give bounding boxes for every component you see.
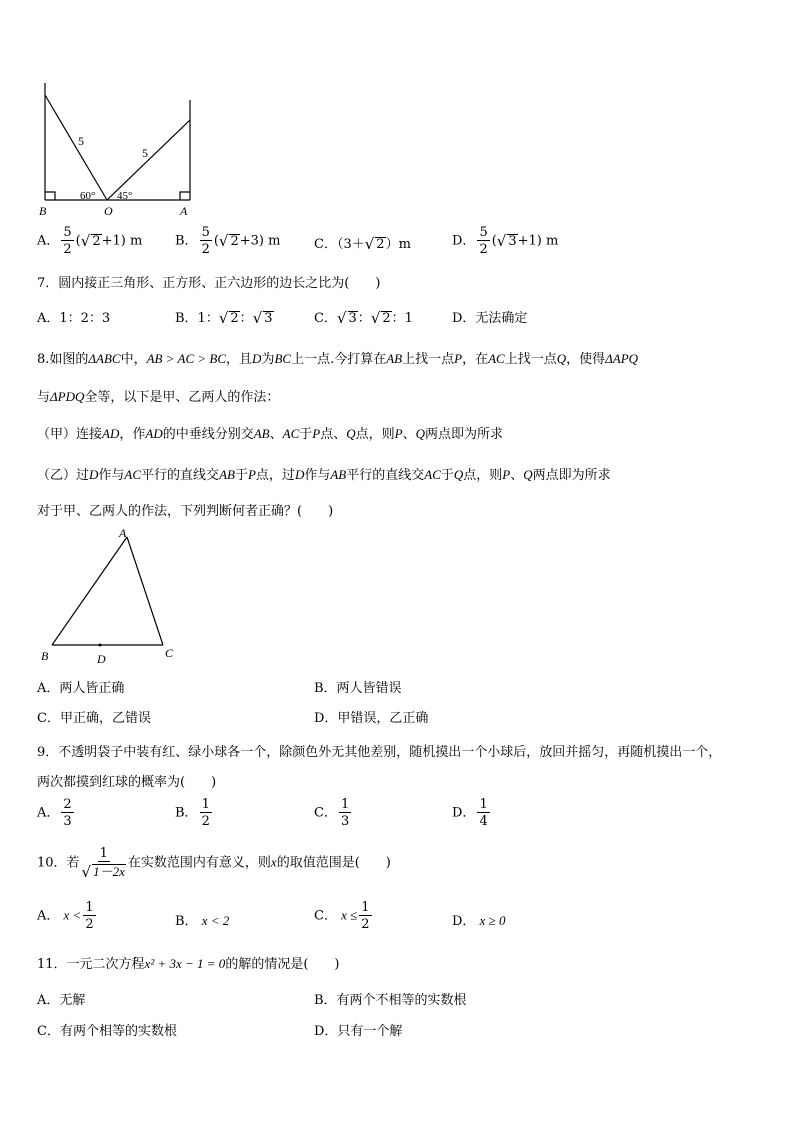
q7-option-b: B．1：√ 2：√ 3 <box>175 309 273 327</box>
q8-option-c: C．甲正确，乙错误 <box>37 711 151 726</box>
tri-label-a: A <box>119 526 127 540</box>
q9-line-2: 两次都摸到红球的概率为( ) <box>37 775 217 790</box>
angle-45-label: 45° <box>117 190 133 202</box>
q7-option-a: A．1：2：3 <box>37 311 111 326</box>
q6-option-c: C．（3＋√ 2）m <box>314 235 411 253</box>
q11-stem: 11．一元二次方程x² + 3x − 1 = 0的解的情况是( ) <box>37 956 340 972</box>
q8-line-3: （甲）连接AD，作AD的中垂线分别交AB、AC于P点、Q点，则P、Q两点即为所求 <box>37 426 504 442</box>
ladder-figure <box>30 75 205 225</box>
q10-option-c: C． x ≤ $\frac{1}{2}$ <box>314 900 370 932</box>
q10-option-b: B． x < 2 <box>175 913 230 929</box>
tri-label-d: D <box>97 652 106 665</box>
q10-option-d: D． x ≥ 0 <box>452 913 506 929</box>
q9-option-c: C． $\frac{1}{3}$ <box>314 797 350 829</box>
q6-option-d: D． $\frac{5}{2}$ (√ 3+1) m <box>452 225 559 257</box>
q11-option-d: D．只有一个解 <box>314 1024 403 1039</box>
point-o-label: O <box>104 204 113 218</box>
q8-line-5: 对于甲、乙两人的作法，下列判断何者正确？( ) <box>37 504 334 519</box>
q9-option-a: A． $\frac{2}{3}$ <box>37 797 72 829</box>
tri-label-c: C <box>165 646 174 660</box>
q6-option-b: B． $\frac{5}{2}$ (√ 2+3) m <box>175 225 281 257</box>
q6-option-a: A． $\frac{5}{2}$ (√ 2+1) m <box>37 225 143 257</box>
q10-option-a: A． x < $\frac{1}{2}$ <box>37 900 94 932</box>
label-5-right: 5 <box>142 146 148 160</box>
q10-stem: 10．若 $\frac{1}{√ 1-2x}$ 在实数范围内有意义，则x的取值范围是( ) <box>37 846 391 881</box>
q8-option-d: D．甲错误，乙正确 <box>314 711 429 726</box>
q7-option-c: C．√ 3：√ 2：1 <box>314 309 413 327</box>
tri-label-b: B <box>41 649 49 663</box>
q11-option-c: C．有两个相等的实数根 <box>37 1024 177 1039</box>
q8-line-1: 8.如图的ΔABC中，AB > AC > BC，且D为BC上一点.今打算在AB上找一点P，在AC上找一点Q，使得ΔAPQ <box>37 351 639 367</box>
q11-option-b: B．有两个不相等的实数根 <box>314 993 467 1008</box>
q7-stem: 7．圆内接正三角形、正方形、正六边形的边长之比为( ) <box>37 276 381 291</box>
angle-60-label: 60° <box>80 190 96 202</box>
q8-option-a: A．两人皆正确 <box>37 681 125 696</box>
q11-option-a: A．无解 <box>37 993 86 1008</box>
point-a-label: A <box>180 204 188 218</box>
q8-option-b: B．两人皆错误 <box>314 681 402 696</box>
q7-option-d: D．无法确定 <box>452 311 528 326</box>
label-5-left: 5 <box>78 134 84 148</box>
point-b-label: B <box>39 204 47 218</box>
q9-option-b: B． $\frac{1}{2}$ <box>175 797 210 829</box>
q9-line-1: 9．不透明袋子中装有红、绿小球各一个，除颜色外无其他差别，随机摸出一个小球后，放回并摇匀，再随机摸出一个， <box>37 745 722 760</box>
triangle-figure <box>35 525 185 665</box>
q8-line-4: （乙）过D作与AC平行的直线交AB于P点，过D作与AB平行的直线交AC于Q点，则P、Q两点即为所求 <box>37 467 611 483</box>
q8-line-2: 与ΔPDQ全等，以下是甲、乙两人的作法： <box>37 389 280 405</box>
q9-option-d: D． $\frac{1}{4}$ <box>452 797 488 829</box>
